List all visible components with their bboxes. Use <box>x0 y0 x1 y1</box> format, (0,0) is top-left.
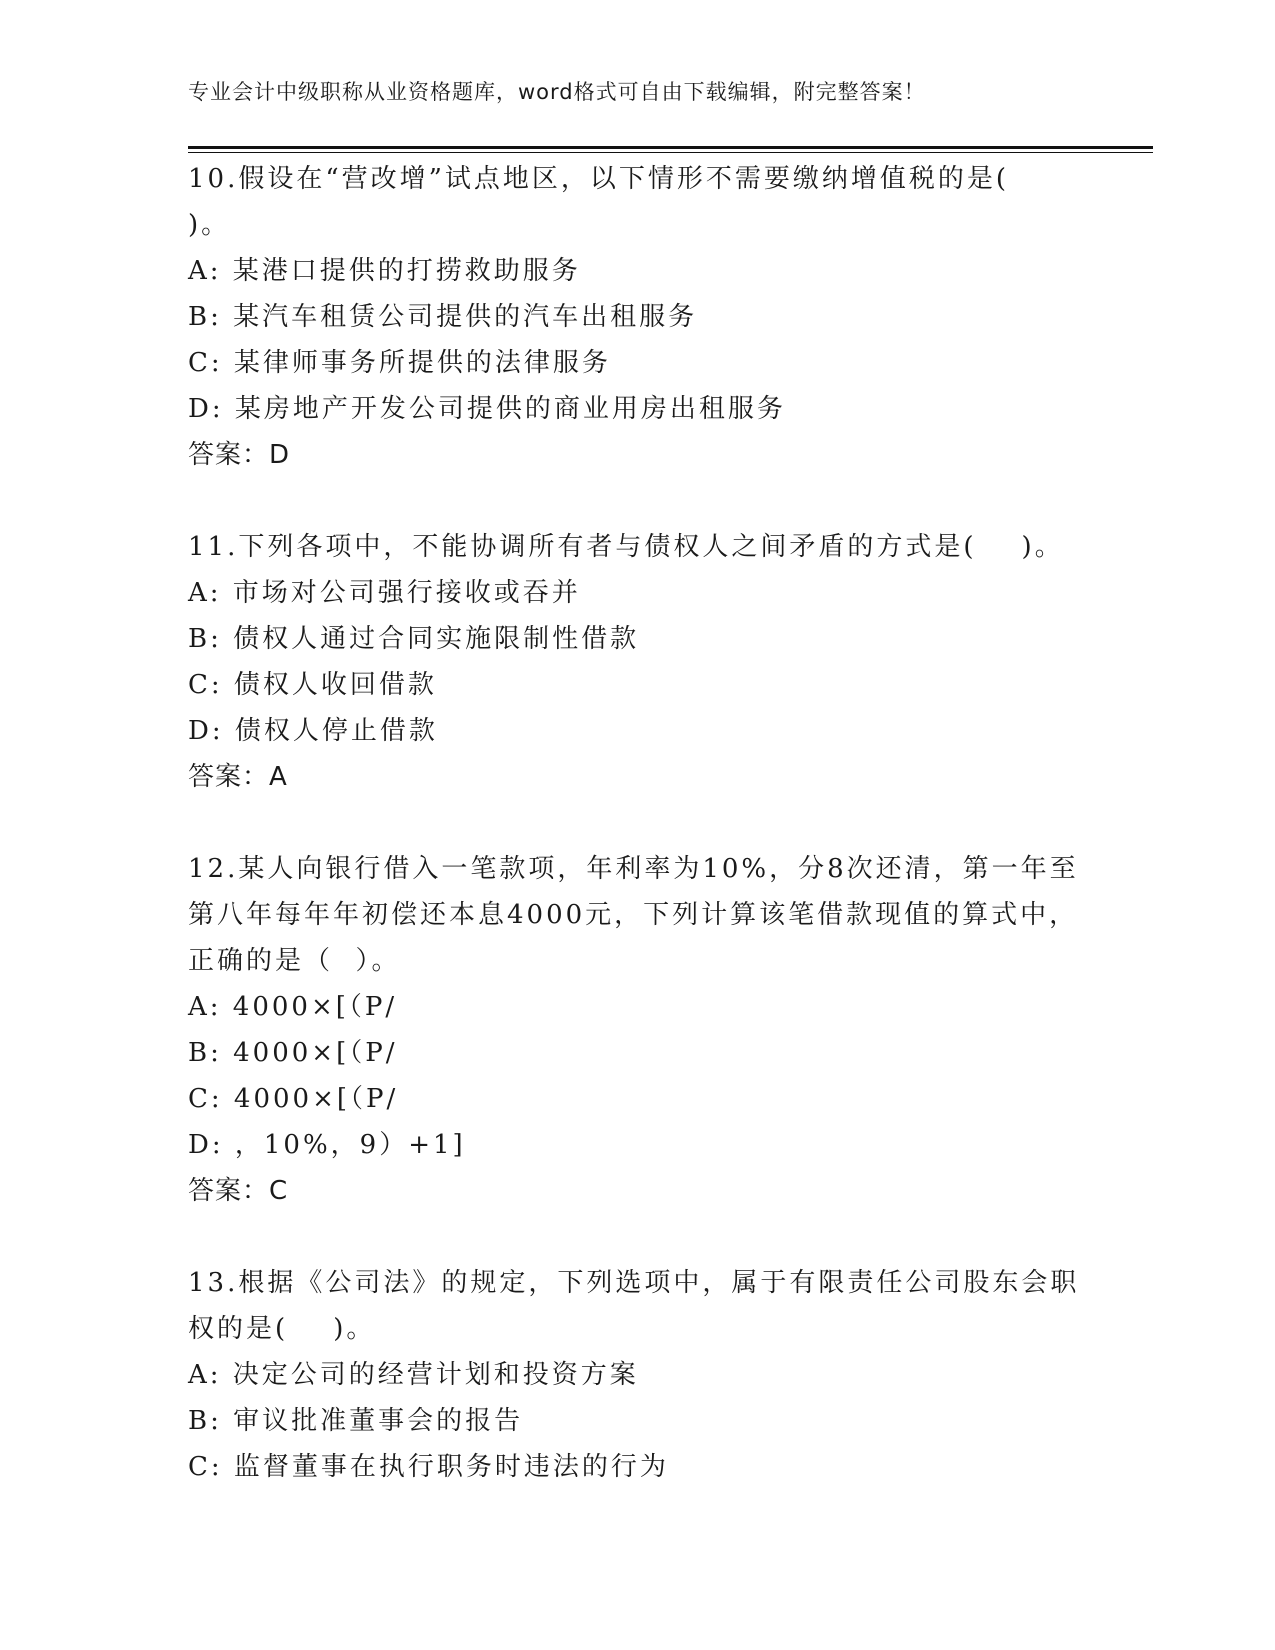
question-13 <box>188 1260 1088 1490</box>
question-stem: 11.下列各项中，不能协调所有者与债权人之间矛盾的方式是( )。 <box>188 532 1064 562</box>
header-rule-thick <box>188 146 1153 149</box>
option-b: B: 债权人通过合同实施限制性借款 <box>188 624 640 654</box>
option-a: A: 某港口提供的打捞救助服务 <box>188 256 581 286</box>
option-c: C: 4000×[（P/ <box>188 1084 399 1114</box>
option-c: C: 监督董事在执行职务时违法的行为 <box>188 1452 669 1482</box>
question-11 <box>188 524 1088 800</box>
question-stem: 10.假设在“营改增”试点地区，以下情形不需要缴纳增值税的是( <box>188 164 1010 194</box>
question-10 <box>188 156 1088 478</box>
question-list <box>188 156 1088 1490</box>
option-b: B: 某汽车租赁公司提供的汽车出租服务 <box>188 302 698 332</box>
answer-line: 答案：D <box>188 440 291 470</box>
question-stem: 第八年每年年初偿还本息4000元，下列计算该笔借款现值的算式中， <box>188 900 1079 930</box>
spacer <box>188 478 1088 524</box>
question-stem: 权的是( )。 <box>188 1314 376 1344</box>
option-b: B: 4000×[（P/ <box>188 1038 398 1068</box>
option-b: B: 审议批准董事会的报告 <box>188 1406 524 1436</box>
option-d: D: 债权人停止借款 <box>188 716 438 746</box>
spacer <box>188 800 1088 846</box>
option-c: C: 债权人收回借款 <box>188 670 437 700</box>
question-stem: 13.根据《公司法》的规定，下列选项中，属于有限责任公司股东会职 <box>188 1268 1080 1298</box>
question-stem: 正确的是（ ）。 <box>188 946 401 976</box>
question-stem: )。 <box>188 210 231 240</box>
option-a: A: 市场对公司强行接收或吞并 <box>188 578 581 608</box>
answer-line: 答案：C <box>188 1176 289 1206</box>
header-rule-thin <box>188 152 1153 153</box>
option-a: A: 4000×[（P/ <box>188 992 398 1022</box>
question-stem: 12.某人向银行借入一笔款项，年利率为10%，分8次还清，第一年至 <box>188 854 1079 884</box>
page-header: 专业会计中级职称从业资格题库，word格式可自由下载编辑，附完整答案！ <box>188 80 926 104</box>
question-12 <box>188 846 1088 1214</box>
option-c: C: 某律师事务所提供的法律服务 <box>188 348 611 378</box>
spacer <box>188 1214 1088 1260</box>
option-d: D: 某房地产开发公司提供的商业用房出租服务 <box>188 394 786 424</box>
option-d: D: ，10%，9）+1] <box>188 1130 466 1160</box>
answer-line: 答案：A <box>188 762 288 792</box>
option-a: A: 决定公司的经营计划和投资方案 <box>188 1360 639 1390</box>
